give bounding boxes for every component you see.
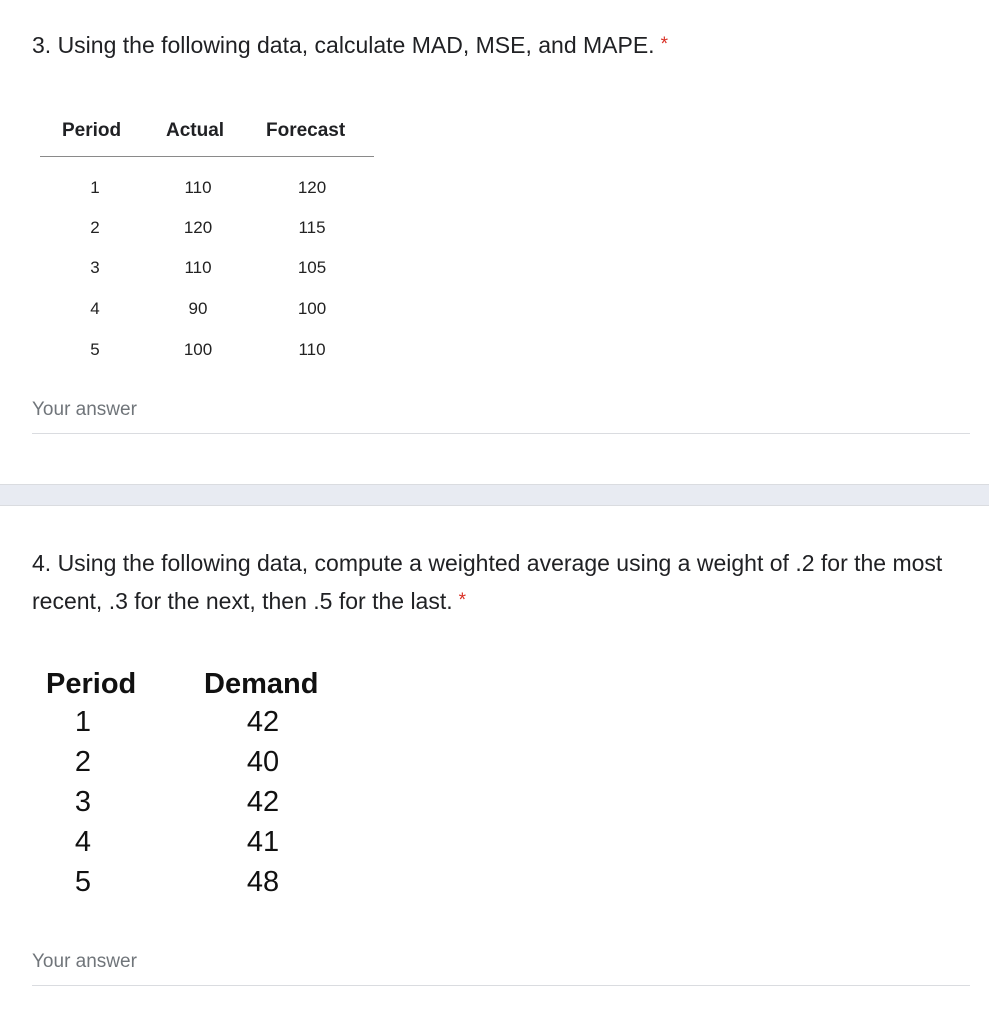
table-cell: 110 <box>298 340 326 359</box>
question-title <box>32 544 967 620</box>
table-rule <box>40 156 374 157</box>
answer-underline <box>32 433 970 434</box>
table-header-period: Period <box>62 120 122 141</box>
question-text: 3. Using the following data, calculate MAD, MSE, and MAPE. <box>32 32 655 58</box>
table-header-period: Period <box>46 668 137 700</box>
table-cell: 5 <box>74 866 92 898</box>
table-cell: 120 <box>183 218 213 237</box>
table-cell: 3 <box>74 786 92 818</box>
table-cell: 48 <box>246 866 280 898</box>
table-cell: 1 <box>90 178 100 197</box>
table-cell: 120 <box>297 178 327 197</box>
table-cell: 90 <box>188 299 208 318</box>
table-cell: 100 <box>297 299 327 318</box>
question-card-3 <box>0 0 989 484</box>
question-card-4 <box>0 506 989 1024</box>
table-cell: 42 <box>246 786 280 818</box>
table-cell: 100 <box>183 340 213 359</box>
table-cell: 2 <box>74 746 92 778</box>
table-cell: 3 <box>90 258 100 277</box>
table-cell: 110 <box>184 178 212 197</box>
table-cell: 5 <box>90 340 100 359</box>
table-cell: 41 <box>246 826 280 858</box>
answer-underline <box>32 985 970 986</box>
question-image-table <box>44 662 364 902</box>
table-cell: 42 <box>246 706 280 738</box>
question-title <box>32 26 962 64</box>
table-cell: 2 <box>90 218 100 237</box>
table-cell: 1 <box>74 706 92 738</box>
question-text: 4. Using the following data, compute a weighted average using a weight of .2 for the most recent, .3 for the next, then .5 for the last. <box>32 550 943 614</box>
section-divider <box>0 484 989 506</box>
answer-input[interactable]: Your answer <box>32 951 137 972</box>
table-cell: 110 <box>184 258 212 277</box>
table-cell: 115 <box>298 218 326 237</box>
table-header-actual: Actual <box>166 120 225 141</box>
answer-input[interactable]: Your answer <box>32 399 137 420</box>
table-cell: 40 <box>246 746 280 778</box>
table-cell: 105 <box>297 258 327 277</box>
required-asterisk: * <box>660 34 668 55</box>
table-cell: 4 <box>90 299 100 318</box>
question-image-table <box>40 112 376 372</box>
table-header-forecast: Forecast <box>266 120 346 141</box>
table-header-demand: Demand <box>204 668 319 700</box>
table-cell: 4 <box>74 826 92 858</box>
required-asterisk: * <box>458 590 467 611</box>
